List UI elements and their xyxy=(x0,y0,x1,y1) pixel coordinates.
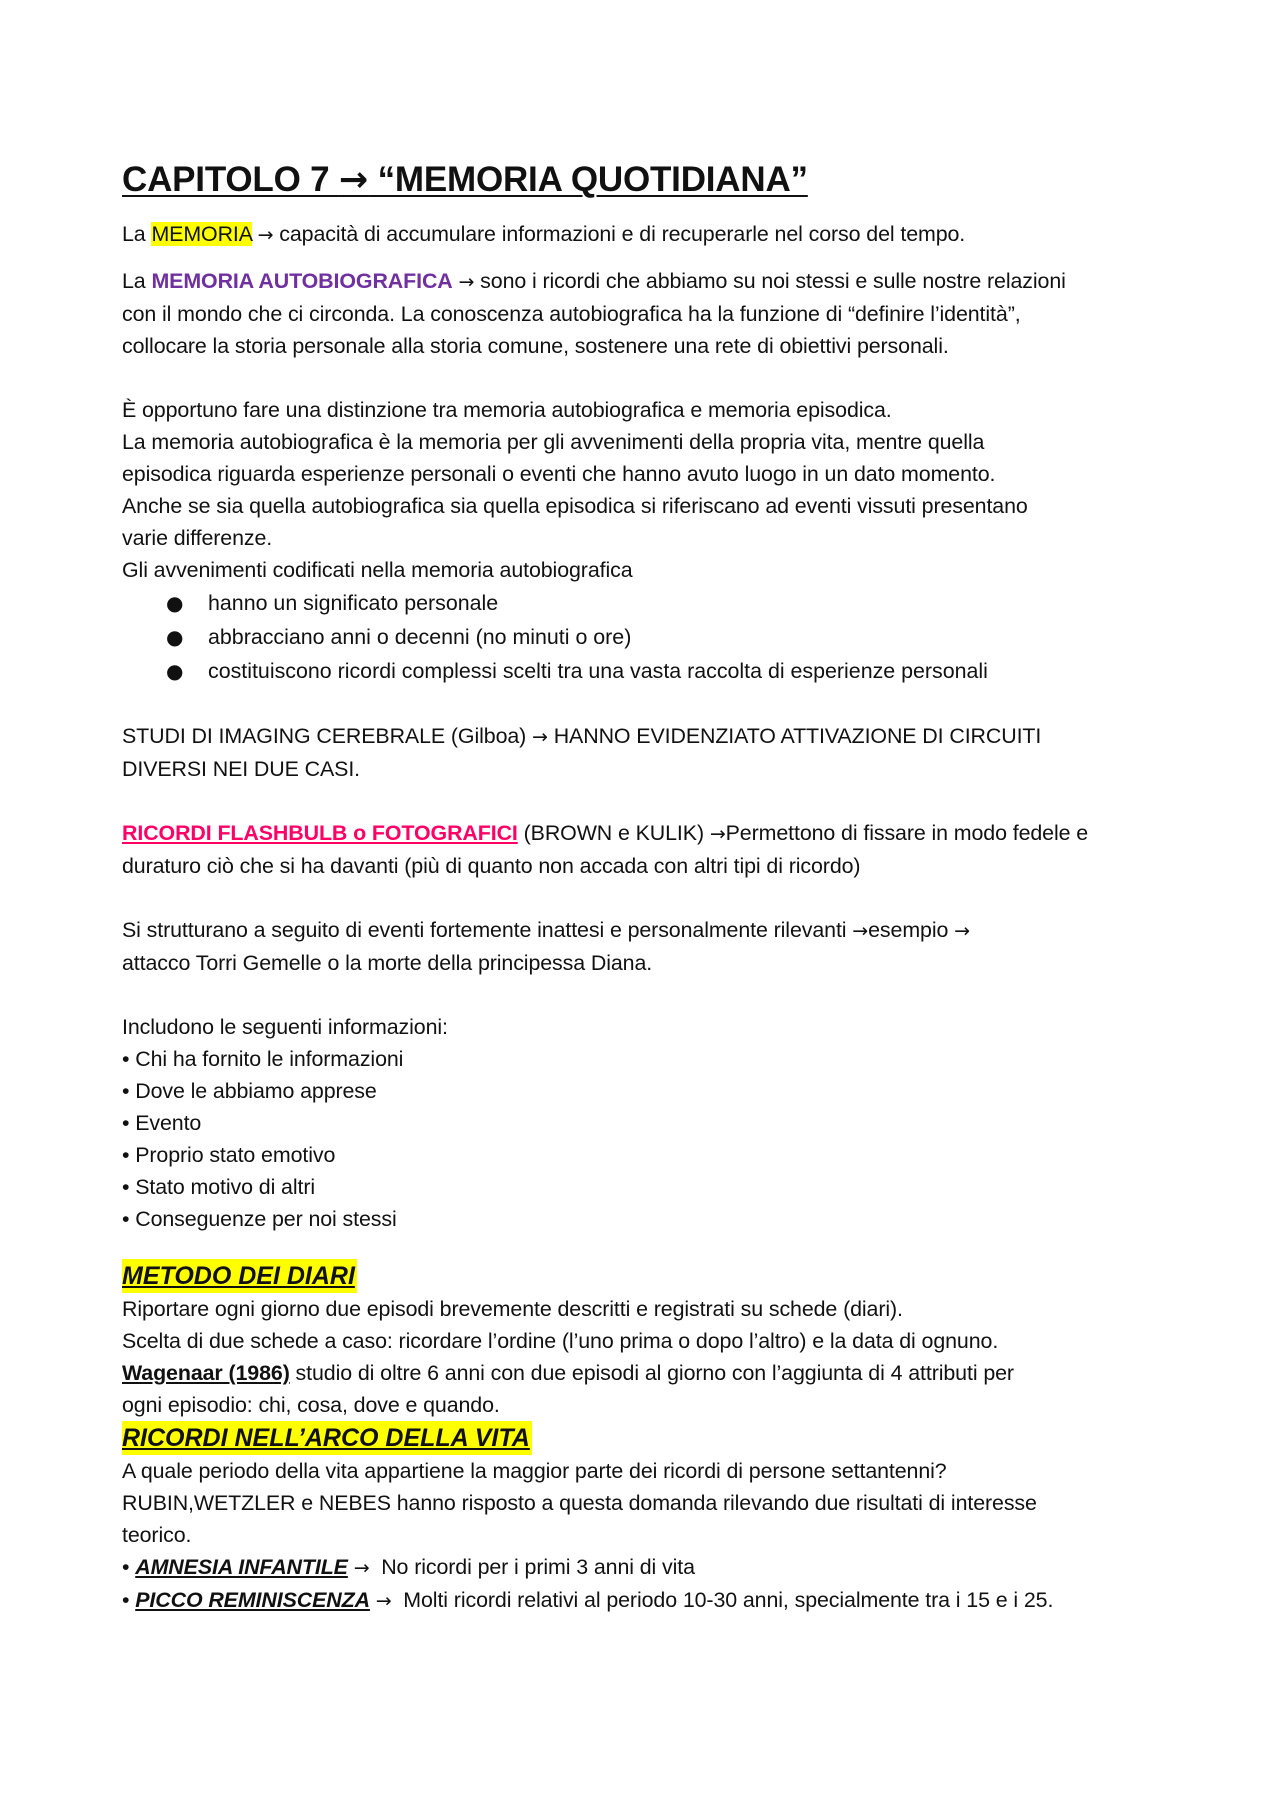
chapter-title xyxy=(122,160,1182,200)
list-item: • Conseguenze per noi stessi xyxy=(122,1207,397,1231)
includes-intro: Includono le seguenti informazioni: xyxy=(122,1015,448,1039)
title-suffix: “MEMORIA QUOTIDIANA” xyxy=(368,160,808,199)
flashbulb-text: Permettono di fissare in modo fedele e xyxy=(725,821,1089,845)
list-item: • Proprio stato emotivo xyxy=(122,1143,336,1167)
right-arrow-icon: → xyxy=(375,1590,392,1612)
wagenaar-reference: Wagenaar (1986) xyxy=(122,1361,290,1385)
distinction-line: Gli avvenimenti codificati nella memoria autobiografica xyxy=(122,558,633,582)
section-heading-diari: METODO DEI DIARI xyxy=(122,1259,357,1293)
autobio-line-3: collocare la storia personale alla storia comune, sostenere una rete di obiettivi personali. xyxy=(122,334,949,358)
reminiscenza-text: Molti ricordi relativi al periodo 10-30 anni, specialmente tra i 15 e i 25. xyxy=(391,1588,1054,1612)
autobio-features-list xyxy=(122,586,1182,688)
distinction-line: Anche se sia quella autobiografica sia quella episodica si riferiscano ad eventi vissuti presentano xyxy=(122,494,1028,518)
autobio-text-1: sono i ricordi che abbiamo su noi stessi e sulle nostre relazioni xyxy=(474,269,1066,293)
section-heading-arco: RICORDI NELL’ARCO DELLA VITA xyxy=(122,1421,532,1455)
autobio-line-1 xyxy=(122,265,1182,298)
list-item-text: costituiscono ricordi complessi scelti tra una vasta raccolta di esperienze personali xyxy=(208,659,988,683)
structure-line-2: attacco Torri Gemelle o la morte della principessa Diana. xyxy=(122,951,653,975)
bullet-icon: ● xyxy=(166,625,184,649)
memoria-article: La xyxy=(122,222,152,246)
bullet-text: • xyxy=(122,1555,136,1579)
autobio-term: MEMORIA AUTOBIOGRAFICA xyxy=(151,269,453,293)
right-arrow-icon: → xyxy=(709,823,726,845)
autobio-line-2: con il mondo che ci circonda. La conoscenza autobiografica ha la funzione di “definire l’identità”, xyxy=(122,302,1021,326)
distinction-line: episodica riguarda esperienze personali o eventi che hanno avuto luogo in un dato momento. xyxy=(122,462,996,486)
list-item: • Evento xyxy=(122,1111,202,1135)
list-item xyxy=(166,654,1182,688)
memoria-definition xyxy=(122,218,1182,251)
imaging-line-1 xyxy=(122,720,1182,753)
right-arrow-icon: → xyxy=(338,160,369,200)
right-arrow-icon: → xyxy=(954,920,970,942)
distinction-line: La memoria autobiografica è la memoria per gli avvenimenti della propria vita, mentre quella xyxy=(122,430,985,454)
list-item: • Dove le abbiamo apprese xyxy=(122,1079,377,1103)
flashbulb-authors: (BROWN e KULIK) xyxy=(517,821,710,845)
structure-text-1: Si strutturano a seguito di eventi fortemente inattesi e personalmente rilevanti xyxy=(122,918,853,942)
structure-text-2: esempio xyxy=(868,918,955,942)
list-item-text: abbracciano anni o decenni (no minuti o ore) xyxy=(208,625,632,649)
list-item-text: hanno un significato personale xyxy=(208,591,499,615)
bullet-icon: ● xyxy=(166,659,184,683)
flashbulb-line-1 xyxy=(122,817,1182,850)
right-arrow-icon: → xyxy=(353,1557,370,1579)
arco-line-3: teorico. xyxy=(122,1523,192,1547)
structure-line-1 xyxy=(122,914,1182,947)
imaging-line-2: DIVERSI NEI DUE CASI. xyxy=(122,757,361,781)
imaging-text-1: STUDI DI IMAGING CEREBRALE (Gilboa) xyxy=(122,724,533,748)
memoria-term: MEMORIA xyxy=(151,222,252,246)
list-item: • Chi ha fornito le informazioni xyxy=(122,1047,404,1071)
list-item xyxy=(166,620,1182,654)
reminiscenza-term: PICCO REMINISCENZA xyxy=(135,1588,370,1612)
bullet-icon: ● xyxy=(166,591,184,615)
diari-text-3: studio di oltre 6 anni con due episodi al giorno con l’aggiunta di 4 attributi per xyxy=(289,1361,1014,1385)
flashbulb-term: RICORDI FLASHBULB o FOTOGRAFICI xyxy=(122,821,518,845)
distinction-line: varie differenze. xyxy=(122,526,273,550)
memoria-text: capacità di accumulare informazioni e di recuperarle nel corso del tempo. xyxy=(273,222,966,246)
amnesia-term: AMNESIA INFANTILE xyxy=(135,1555,348,1579)
list-item xyxy=(122,1584,1182,1617)
diari-line-4: ogni episodio: chi, cosa, dove e quando. xyxy=(122,1393,500,1417)
right-arrow-icon: → xyxy=(852,920,869,942)
arco-section xyxy=(122,1421,1182,1617)
list-item xyxy=(122,1551,1182,1584)
list-item xyxy=(166,586,1182,620)
diari-line-2: Scelta di due schede a caso: ricordare l’ordine (l’uno prima o dopo l’altro) e la data di ognuno. xyxy=(122,1329,999,1353)
list-item: • Stato motivo di altri xyxy=(122,1175,316,1199)
autobio-article: La xyxy=(122,269,152,293)
right-arrow-icon: → xyxy=(458,271,475,293)
flashbulb-line-2: duraturo ciò che si ha davanti (più di quanto non accada con altri tipi di ricordo) xyxy=(122,854,861,878)
diari-line-3 xyxy=(122,1357,1182,1389)
bullet-text: • xyxy=(122,1588,136,1612)
amnesia-text: No ricordi per i primi 3 anni di vita xyxy=(369,1555,695,1579)
distinction-line: È opportuno fare una distinzione tra memoria autobiografica e memoria episodica. xyxy=(122,398,892,422)
right-arrow-icon: → xyxy=(532,726,548,748)
includes-list xyxy=(122,1011,1182,1235)
arco-line-1: A quale periodo della vita appartiene la maggior parte dei ricordi di persone settantenni? xyxy=(122,1459,947,1483)
document-page xyxy=(122,160,1182,1617)
diari-line-1: Riportare ogni giorno due episodi brevemente descritti e registrati su schede (diari). xyxy=(122,1297,903,1321)
title-prefix: CAPITOLO 7 xyxy=(122,160,339,199)
arco-line-2: RUBIN,WETZLER e NEBES hanno risposto a questa domanda rilevando due risultati di interesse xyxy=(122,1491,1037,1515)
right-arrow-icon: → xyxy=(257,224,274,246)
imaging-text-2: HANNO EVIDENZIATO ATTIVAZIONE DI CIRCUITI xyxy=(547,724,1042,748)
diari-section xyxy=(122,1259,1182,1421)
